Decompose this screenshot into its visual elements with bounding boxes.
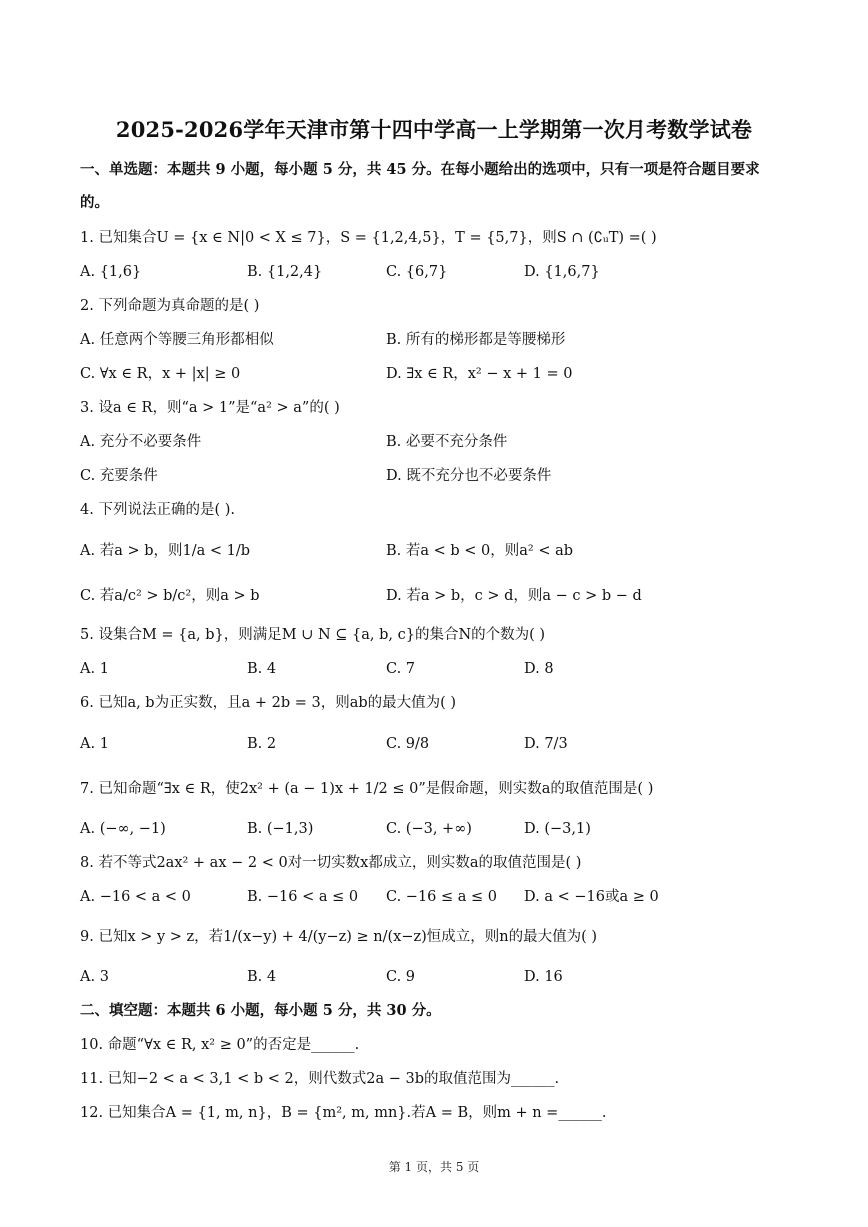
- question-1-stem: 1. 已知集合U = {x ∈ N|0 < X ≤ 7}，S = {1,2,4,5}，T = {5,7}，则S ∩ (∁ᵤT) =( ): [80, 230, 657, 246]
- question-8-option-a: A. −16 < a < 0: [80, 889, 191, 905]
- question-6-stem: 6. 已知a, b为正实数，且a + 2b = 3，则ab的最大值为( ): [80, 695, 457, 711]
- question-2-option-a: A. 任意两个等腰三角形都相似: [80, 332, 274, 348]
- question-1-option-a: A. {1,6}: [80, 264, 142, 280]
- question-9-option-a: A. 3: [80, 969, 109, 985]
- question-7-stem: 7. 已知命题“∃x ∈ R，使2x² + (a − 1)x + 1/2 ≤ 0”是假命题，则实数a的取值范围是( ): [80, 781, 654, 797]
- question-4-option-d: D. 若a > b，c > d，则a − c > b − d: [386, 588, 642, 604]
- question-9-stem: 9. 已知x > y > z，若1/(x−y) + 4/(y−z) ≥ n/(x−z)恒成立，则n的最大值为( ): [80, 929, 598, 945]
- question-5-option-d: D. 8: [524, 661, 554, 677]
- question-6-option-a: A. 1: [80, 736, 109, 752]
- question-9-option-d: D. 16: [524, 969, 563, 985]
- question-2-option-c: C. ∀x ∈ R，x + |x| ≥ 0: [80, 366, 241, 382]
- question-9-option-c: C. 9: [386, 969, 416, 985]
- question-3-option-a: A. 充分不必要条件: [80, 434, 202, 450]
- question-8-option-d: D. a < −16或a ≥ 0: [524, 889, 659, 905]
- question-1-option-c: C. {6,7}: [386, 264, 448, 280]
- question-2-option-b: B. 所有的梯形都是等腰梯形: [386, 332, 566, 348]
- question-4-option-a: A. 若a > b，则1/a < 1/b: [80, 543, 250, 559]
- question-5-option-c: C. 7: [386, 661, 416, 677]
- question-3-option-d: D. 既不充分也不必要条件: [386, 468, 552, 484]
- question-4-stem: 4. 下列说法正确的是( ).: [80, 502, 235, 518]
- question-8-stem: 8. 若不等式2ax² + ax − 2 < 0对一切实数x都成立，则实数a的取值范围是( ): [80, 855, 582, 871]
- question-6-option-d: D. 7/3: [524, 736, 568, 752]
- question-4-option-c: C. 若a/c² > b/c²，则a > b: [80, 588, 260, 604]
- question-7-option-c: C. (−3, +∞): [386, 821, 472, 837]
- question-7-option-a: A. (−∞, −1): [80, 821, 166, 837]
- question-3-option-c: C. 充要条件: [80, 468, 158, 484]
- section-1-heading-cont: 的。: [80, 194, 109, 211]
- question-7-option-d: D. (−3,1): [524, 821, 591, 837]
- page-footer: 第 1 页，共 5 页: [388, 1160, 480, 1174]
- question-1-option-d: D. {1,6,7}: [524, 264, 600, 280]
- question-8-option-c: C. −16 ≤ a ≤ 0: [386, 889, 498, 905]
- question-2-option-d: D. ∃x ∈ R，x² − x + 1 = 0: [386, 366, 573, 382]
- question-5-stem: 5. 设集合M = {a, b}，则满足M ∪ N ⊆ {a, b, c}的集合N的个数为( ): [80, 627, 546, 643]
- section-2-heading: 二、填空题：本题共 6 小题，每小题 5 分，共 30 分。: [80, 1002, 441, 1019]
- question-2-stem: 2. 下列命题为真命题的是( ): [80, 298, 260, 314]
- question-5-option-a: A. 1: [80, 661, 109, 677]
- section-1-heading: 一、单选题：本题共 9 小题，每小题 5 分，共 45 分。在每小题给出的选项中，只有一项是符合题目要求: [80, 161, 760, 178]
- question-3-option-b: B. 必要不充分条件: [386, 434, 508, 450]
- question-8-option-b: B. −16 < a ≤ 0: [247, 889, 359, 905]
- question-9-option-b: B. 4: [247, 969, 277, 985]
- question-1-option-b: B. {1,2,4}: [247, 264, 323, 280]
- question-10: 10. 命题“∀x ∈ R, x² ≥ 0”的否定是______.: [80, 1037, 360, 1053]
- question-6-option-b: B. 2: [247, 736, 277, 752]
- question-7-option-b: B. (−1,3): [247, 821, 314, 837]
- question-3-stem: 3. 设a ∈ R，则“a > 1”是“a² > a”的( ): [80, 400, 340, 416]
- question-5-option-b: B. 4: [247, 661, 277, 677]
- question-6-option-c: C. 9/8: [386, 736, 430, 752]
- page-title: 2025-2026学年天津市第十四中学高一上学期第一次月考数学试卷: [115, 117, 753, 142]
- question-4-option-b: B. 若a < b < 0，则a² < ab: [386, 543, 574, 559]
- question-12: 12. 已知集合A = {1, m, n}，B = {m², m, mn}.若A = B，则m + n =______.: [80, 1105, 607, 1121]
- question-11: 11. 已知−2 < a < 3,1 < b < 2，则代数式2a − 3b的取值范围为______.: [80, 1071, 560, 1087]
